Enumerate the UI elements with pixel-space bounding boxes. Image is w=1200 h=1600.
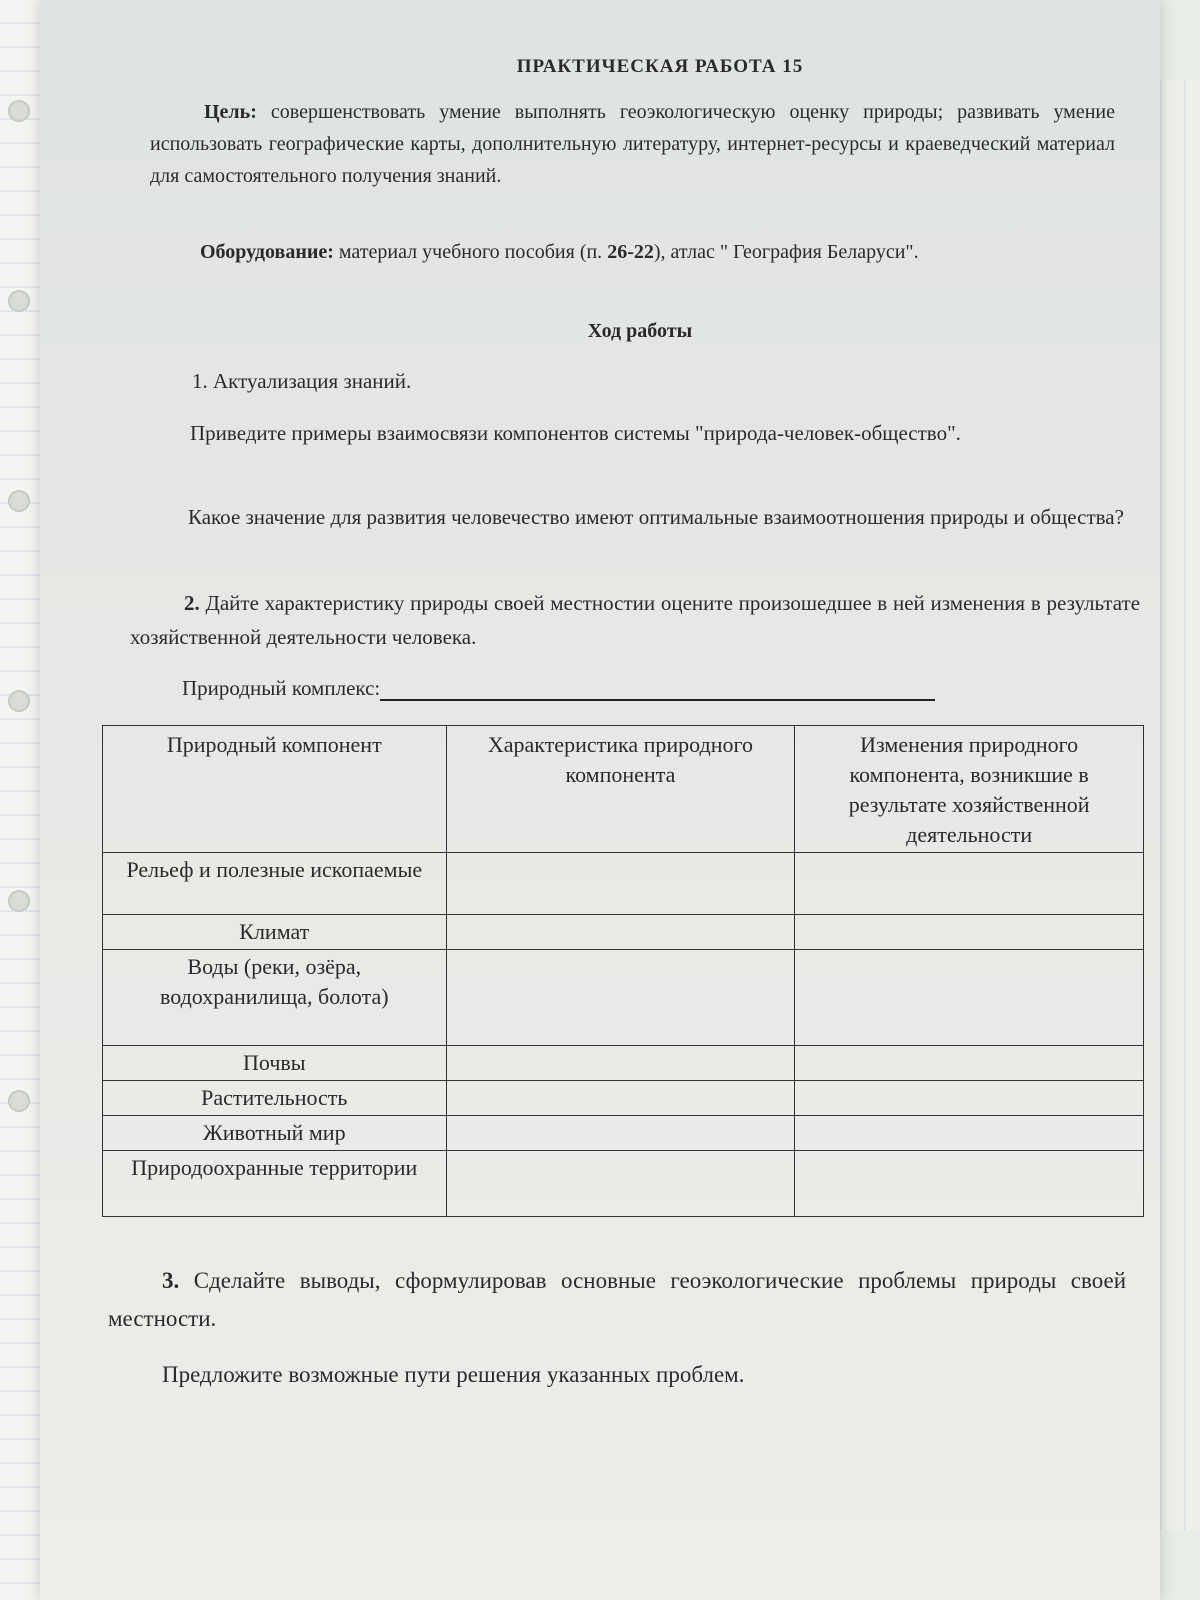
table-row <box>103 1116 1144 1151</box>
row-label: Животный мир <box>103 1116 447 1151</box>
step1-title <box>192 364 411 398</box>
punch-hole <box>8 290 30 312</box>
equipment-text-before: материал учебного пособия (п. <box>338 241 603 263</box>
step2-text: Дайте характеристику природы своей местностии оцените произошедшее в ней изменения в результате хозяйственной деятельности человека. <box>130 591 1141 649</box>
goal-paragraph <box>150 96 1115 192</box>
blank-cell[interactable] <box>446 950 795 1046</box>
components-table <box>102 725 1144 1217</box>
page-title: ПРАКТИЧЕСКАЯ РАБОТА 15 <box>516 56 804 77</box>
step1-question-2 <box>134 500 1134 534</box>
blank-cell[interactable] <box>446 1151 795 1217</box>
natural-complex-line <box>182 676 935 701</box>
blank-cell[interactable] <box>795 853 1144 915</box>
blank-cell[interactable] <box>795 1116 1144 1151</box>
punch-hole <box>8 690 30 712</box>
step1-number: 1. <box>192 369 208 393</box>
step1-question-1 <box>136 416 1128 450</box>
row-label: Растительность <box>103 1081 447 1116</box>
punch-hole <box>8 490 30 512</box>
procedure-heading: Ход работы <box>587 320 693 342</box>
table-header-changes: Изменения природного компонента, возникшие в результате хозяйственной деятельности <box>795 726 1144 853</box>
row-label: Рельеф и полезные ископаемые <box>103 853 447 915</box>
blank-cell[interactable] <box>446 853 795 915</box>
blank-cell[interactable] <box>795 950 1144 1046</box>
step3-paragraph <box>108 1262 1126 1338</box>
blank-cell[interactable] <box>446 915 795 950</box>
punch-hole <box>8 100 30 122</box>
blank-cell[interactable] <box>446 1081 795 1116</box>
table-row <box>103 1046 1144 1081</box>
step1-q1-text: Приведите примеры взаимосвязи компонентов системы "природа-человек-общество". <box>190 421 961 445</box>
blank-cell[interactable] <box>795 1046 1144 1081</box>
step2-paragraph <box>130 586 1140 654</box>
step1-title-text: Актуализация знаний. <box>213 369 412 393</box>
equipment-text-after: ), атлас " География Беларуси". <box>653 241 919 263</box>
blank-cell[interactable] <box>795 1151 1144 1217</box>
table-row <box>103 853 1144 915</box>
natural-complex-blank[interactable] <box>380 679 935 701</box>
row-label: Климат <box>103 915 447 950</box>
step3-number: 3. <box>162 1268 180 1293</box>
goal-label: Цель: <box>204 101 257 123</box>
equipment-paragraph <box>146 236 1121 268</box>
table-header-row <box>103 726 1144 853</box>
blank-cell[interactable] <box>446 1046 795 1081</box>
natural-complex-label: Природный комплекс: <box>182 676 381 700</box>
punch-hole <box>8 1090 30 1112</box>
row-label: Почвы <box>103 1046 447 1081</box>
equipment-label: Оборудование: <box>200 241 334 263</box>
step3-followup: Предложите возможные пути решения указанных проблем. <box>162 1362 745 1387</box>
goal-text: совершенствовать умение выполнять геоэкологическую оценку природы; развивать умение использовать географические карты, дополнительную литературу, интернет-ресурсы и краеведческий материал для самостоятельного получения знаний. <box>150 101 1116 187</box>
worksheet-content <box>40 0 1160 1600</box>
blank-cell[interactable] <box>446 1116 795 1151</box>
worksheet-paper <box>40 0 1160 1600</box>
table-row <box>103 1151 1144 1217</box>
step2-number: 2. <box>184 591 200 615</box>
blank-cell[interactable] <box>795 915 1144 950</box>
table-header-characteristic: Характеристика природного компонента <box>446 726 795 853</box>
punch-hole <box>8 890 30 912</box>
blank-cell[interactable] <box>795 1081 1144 1116</box>
row-label: Природоохранные территории <box>103 1151 447 1217</box>
step1-q2-text: Какое значение для развития человечество имеют оптимальные взаимоотношения природы и общества? <box>188 505 1124 529</box>
equipment-pages: 26-22 <box>607 241 654 263</box>
step3-text: Сделайте выводы, сформулировав основные геоэкологические проблемы природы своей местности. <box>108 1268 1127 1331</box>
table-row <box>103 915 1144 950</box>
table-header-component: Природный компонент <box>103 726 447 853</box>
table-row <box>103 950 1144 1046</box>
row-label: Воды (реки, озёра, водохранилища, болота) <box>103 950 447 1046</box>
table-row <box>103 1081 1144 1116</box>
